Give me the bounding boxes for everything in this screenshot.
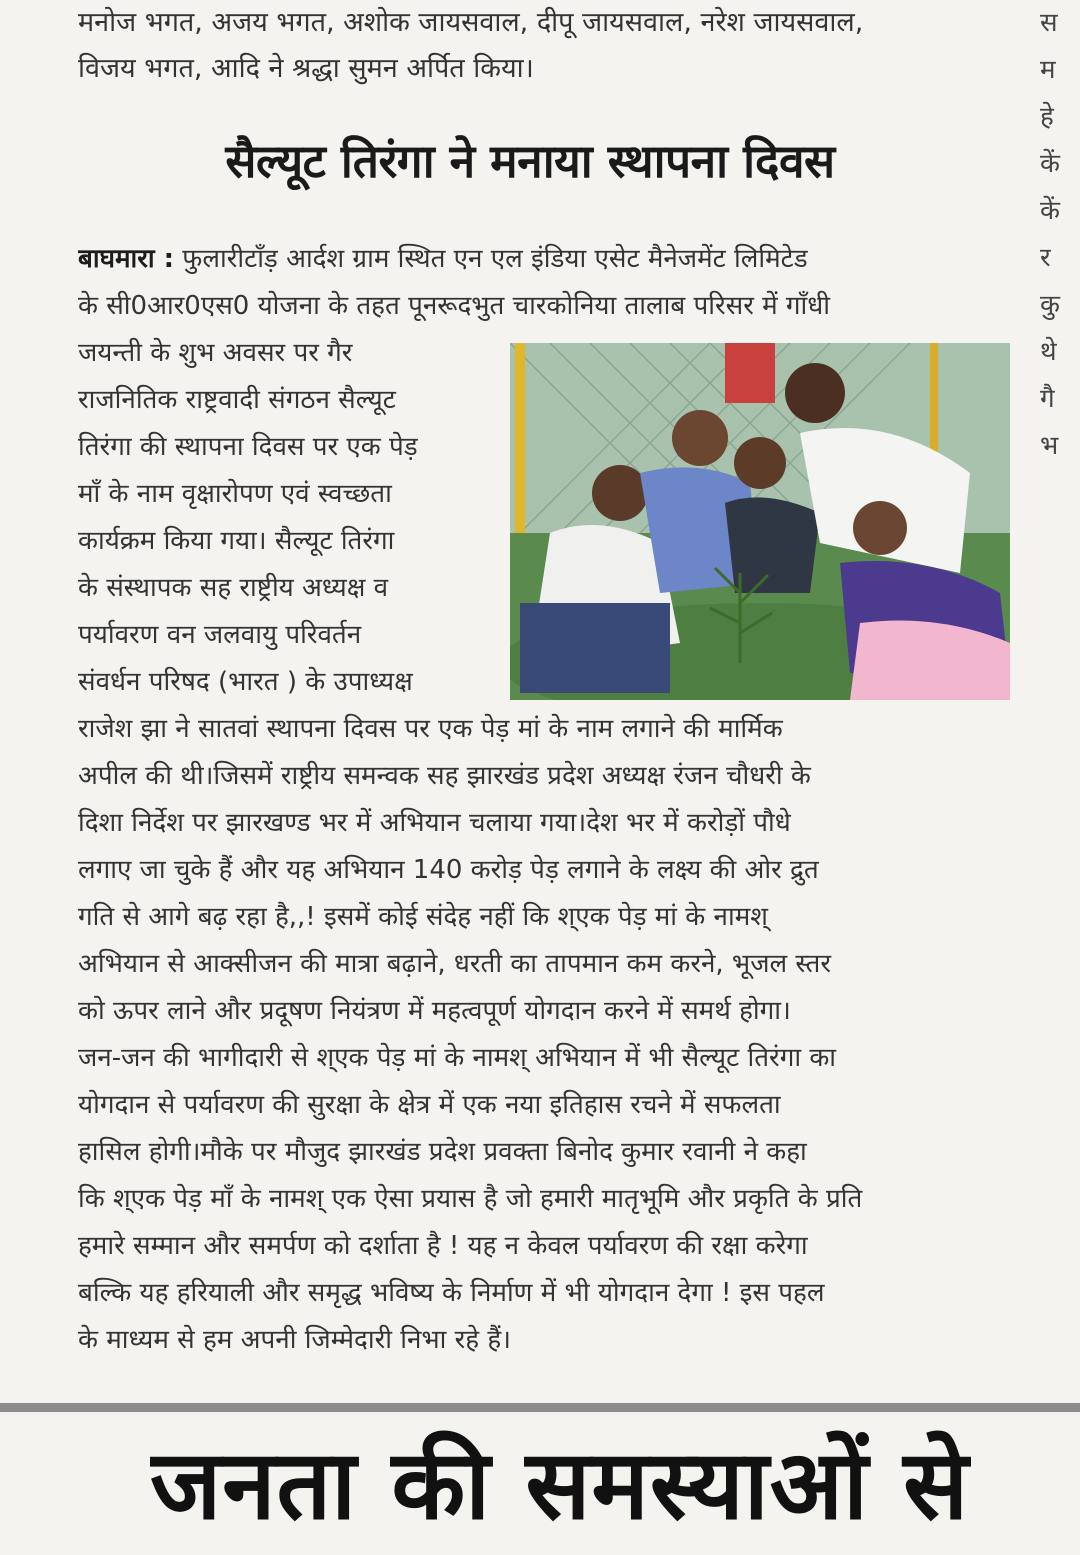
text-line: जन-जन की भागीदारी से श्एक पेड़ मां के नामश् अभियान में भी सैल्यूट तिरंगा का — [78, 1043, 837, 1073]
text-line: कार्यक्रम किया गया। सैल्यूट तिरंगा — [78, 526, 395, 556]
article-headline: सैल्यूट तिरंगा ने मनाया स्थापना दिवस — [225, 134, 835, 188]
text-line: हमारे सम्मान और समर्पण को दर्शाता है ! यह न केवल पर्यावरण की रक्षा करेगा — [78, 1231, 808, 1261]
text-line: के सी0आर0एस0 योजना के तहत पूनरूदभुत चारकोनिया तालाब परिसर में गाँधी — [78, 291, 831, 321]
text-line: जयन्ती के शुभ अवसर पर गैर — [78, 338, 353, 368]
text-fragment: भ — [1040, 431, 1059, 461]
text-fragment: स — [1040, 8, 1058, 38]
text-line: लगाए जा चुके हैं और यह अभियान 140 करोड़ पेड़ लगाने के लक्ष्य की ओर द्रुत — [78, 855, 819, 885]
text-fragment: र — [1040, 243, 1051, 273]
text-line: बल्कि यह हरियाली और समृद्ध भविष्य के निर्माण में भी योगदान देगा ! इस पहल — [78, 1278, 825, 1308]
text-line: कि श्एक पेड़ माँ के नामश् एक ऐसा प्रयास है जो हमारी मातृभूमि और प्रकृति के प्रति — [78, 1184, 863, 1214]
text-fragment: कु — [1040, 290, 1060, 320]
adjacent-column-fragment — [1040, 0, 1080, 1400]
text-line: अभियान से आक्सीजन की मात्रा बढ़ाने, धरती का तापमान कम करने, भूजल स्तर — [78, 949, 831, 979]
dateline: बाघमारा : — [78, 244, 175, 274]
text-fragment: हे — [1040, 102, 1054, 132]
section-divider — [0, 1403, 1080, 1412]
text-line: के संस्थापक सह राष्ट्रीय अध्यक्ष व — [78, 573, 389, 603]
article-photo — [510, 343, 1010, 700]
previous-article-text — [78, 0, 998, 92]
text-line: माँ के नाम वृक्षारोपण एवं स्वच्छता — [78, 479, 392, 509]
text-line: राजनितिक राष्ट्रवादी संगठन सैल्यूट — [78, 385, 396, 415]
text-fragment: थे — [1040, 337, 1057, 367]
text-line: पर्यावरण वन जलवायु परिवर्तन — [78, 620, 362, 650]
text-line: गति से आगे बढ़ रहा है,,! इसमें कोई संदेह नहीं कि श्एक पेड़ मां के नामश् — [78, 902, 768, 932]
text-line: संवर्धन परिषद (भारत ) के उपाध्यक्ष — [78, 667, 413, 697]
text-line: राजेश झा ने सातवां स्थापना दिवस पर एक पेड़ मां के नाम लगाने की मार्मिक — [78, 714, 783, 744]
text-line: फुलारीटाँड़ आर्दश ग्राम स्थित एन एल इंडिया एसेट मैनेजमेंट लिमिटेड — [174, 244, 808, 274]
text-line: तिरंगा की स्थापना दिवस पर एक पेड़ — [78, 432, 418, 462]
text-fragment: कें — [1040, 196, 1060, 226]
text-fragment: गै — [1040, 384, 1055, 414]
next-article-headline: जनता की समस्याओं से — [150, 1429, 970, 1541]
text-line: मनोज भगत, अजय भगत, अशोक जायसवाल, दीपू जायसवाल, नरेश जायसवाल, — [78, 7, 864, 38]
text-line: दिशा निर्देश पर झारखण्ड भर में अभियान चलाया गया।देश भर में करोड़ों पौधे — [78, 808, 791, 838]
text-line: योगदान से पर्यावरण की सुरक्षा के क्षेत्र में एक नया इतिहास रचने में सफलता — [78, 1090, 781, 1120]
text-line: को ऊपर लाने और प्रदूषण नियंत्रण में महत्वपूर्ण योगदान करने में समर्थ होगा। — [78, 996, 791, 1026]
text-line: के माध्यम से हम अपनी जिम्मेदारी निभा रहे हैं। — [78, 1325, 512, 1355]
text-line: अपील की थी।जिसमें राष्ट्रीय समन्वक सह झारखंड प्रदेश अध्यक्ष रंजन चौधरी के — [78, 761, 811, 791]
text-fragment: कें — [1040, 149, 1060, 179]
text-line: विजय भगत, आदि ने श्रद्धा सुमन अर्पित किया। — [78, 53, 534, 84]
text-fragment: म — [1040, 55, 1056, 85]
text-line: हासिल होगी।मौके पर मौजुद झारखंड प्रदेश प्रवक्ता बिनोद कुमार रवानी ने कहा — [78, 1137, 807, 1167]
